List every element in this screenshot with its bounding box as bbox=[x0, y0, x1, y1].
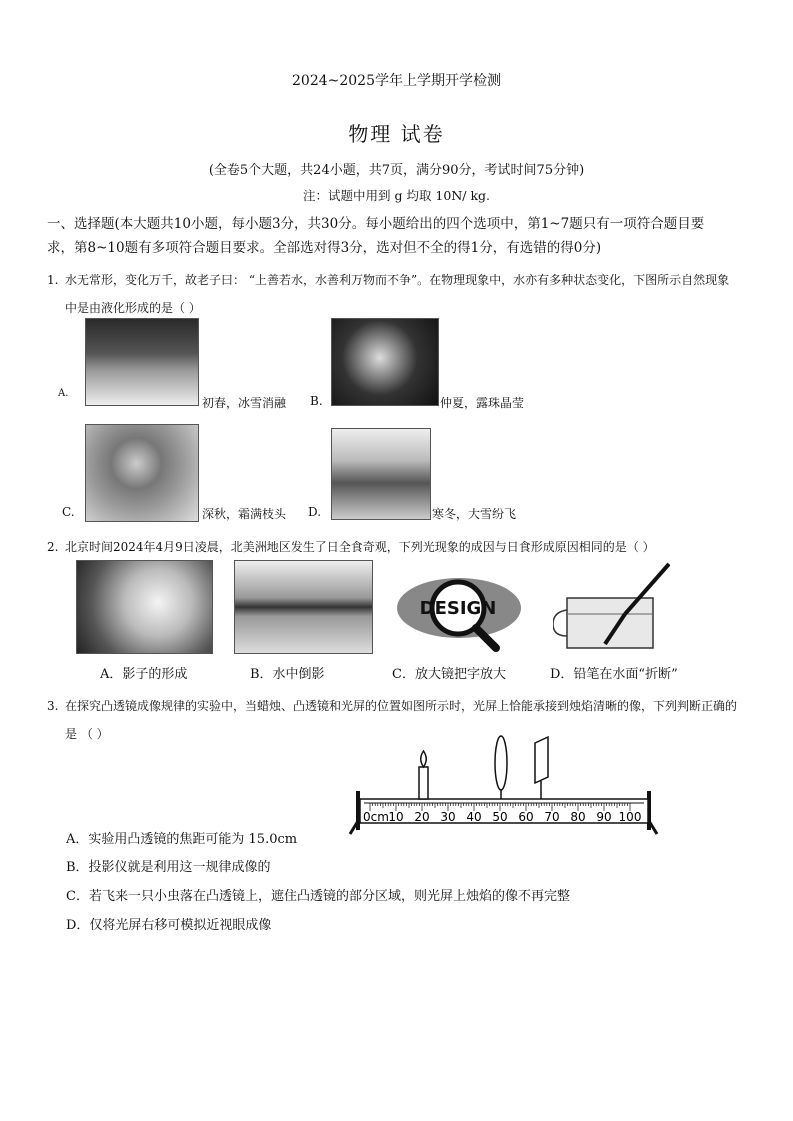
q3-option-d: D．仅将光屏右移可模拟近视眼成像 bbox=[66, 918, 272, 933]
question-1-number: 1. bbox=[47, 273, 59, 287]
magnifier-illustration bbox=[392, 570, 527, 652]
optical-bench-svg bbox=[348, 735, 668, 835]
q1-option-c-caption: 深秋，霜满枝头 bbox=[202, 507, 287, 521]
question-1 bbox=[47, 266, 757, 322]
q2-option-c-caption: C．放大镜把字放大 bbox=[392, 667, 506, 682]
section1-line2: 求，第8~10题有多项符合题目要求。全部选对得3分，选对但不全的得1分，有选错的得0分) bbox=[47, 240, 602, 256]
optical-bench-diagram bbox=[348, 735, 668, 835]
q1-image-c-frost bbox=[85, 424, 199, 522]
q2-image-d-pencil-in-water bbox=[553, 562, 670, 652]
q1-option-b-letter: B. bbox=[310, 394, 323, 408]
candle bbox=[419, 751, 428, 799]
q1-image-a-melting-snow bbox=[85, 318, 199, 406]
ruler-label: 10 bbox=[388, 810, 404, 824]
q2-image-b-reflection bbox=[234, 560, 373, 654]
question-3-stem-line1: 在探究凸透镜成像规律的实验中，当蜡烛、凸透镜和光屏的位置如图所示时，光屏上恰能承接到烛焰清晰的像，下列判断正确的 bbox=[65, 699, 738, 713]
q1-image-d-heavy-snow bbox=[331, 428, 431, 520]
glass-pencil-illustration bbox=[553, 562, 670, 652]
question-1-stem-line2: 中是由液化形成的是（ ） bbox=[65, 301, 201, 315]
ruler-label: 20 bbox=[414, 810, 430, 824]
question-2-number: 2. bbox=[47, 540, 59, 554]
q1-option-b-caption: 仲夏，露珠晶莹 bbox=[440, 396, 525, 410]
subject-title: 物理 试卷 bbox=[348, 122, 445, 146]
q2-image-a-shadow bbox=[76, 560, 213, 654]
ruler-label: 100 bbox=[618, 810, 642, 824]
ruler-label: 40 bbox=[466, 810, 482, 824]
q3-option-c: C．若飞来一只小虫落在凸透镜上，遮住凸透镜的部分区域，则光屏上烛焰的像不再完整 bbox=[66, 889, 570, 904]
q1-image-b-dew-drops bbox=[331, 318, 439, 406]
q3-option-a: A．实验用凸透镜的焦距可能为 15.0cm bbox=[66, 832, 298, 847]
ruler-label: 80 bbox=[570, 810, 586, 824]
ruler-label: 60 bbox=[518, 810, 534, 824]
question-2-stem-line1: 北京时间2024年4月9日凌晨，北美洲地区发生了日全食奇观，下列光现象的成因与日食形成原因相同的是（ ） bbox=[65, 540, 655, 554]
section1-line1: 一、选择题(本大题共10小题，每小题3分，共30分。每小题给出的四个选项中，第1~7题只有一项符合题目要 bbox=[47, 216, 705, 232]
question-2 bbox=[47, 533, 757, 561]
question-1-stem-line1: 水无常形，变化万千，故老子曰： “上善若水，水善利万物而不争”。在物理现象中，水亦有多种状态变化，下图所示自然现象 bbox=[65, 273, 730, 287]
q2-option-a-caption: A．影子的形成 bbox=[100, 667, 188, 682]
exam-note: 注：试题中用到 g 均取 10N/ kg. bbox=[303, 188, 490, 203]
q1-option-a-caption: 初春，冰雪消融 bbox=[202, 396, 287, 410]
q1-option-a-letter: A. bbox=[58, 388, 69, 399]
q2-option-b-caption: B．水中倒影 bbox=[250, 667, 325, 682]
q2-option-d-caption: D．铅笔在水面“折断” bbox=[550, 667, 678, 682]
q2-image-c-magnifier bbox=[392, 570, 527, 652]
ruler-label: 50 bbox=[492, 810, 508, 824]
ruler-label: 90 bbox=[596, 810, 612, 824]
q1-option-d-letter: D. bbox=[308, 505, 322, 519]
q1-option-d-caption: 寒冬，大雪纷飞 bbox=[432, 507, 517, 521]
magnifier-text: DESIGN bbox=[419, 598, 497, 619]
ruler-label: 0cm bbox=[363, 810, 389, 824]
q1-option-c-letter: C. bbox=[62, 505, 75, 519]
q3-option-b: B．投影仪就是利用这一规律成像的 bbox=[66, 860, 271, 875]
light-screen bbox=[535, 737, 548, 799]
section1-instructions bbox=[47, 212, 757, 260]
exam-info: (全卷5个大题，共24小题，共7页，满分90分，考试时间75分钟) bbox=[208, 163, 585, 178]
question-3-number: 3. bbox=[47, 699, 59, 713]
question-3-stem-line2: 是 （ ） bbox=[65, 727, 109, 741]
convex-lens bbox=[495, 736, 507, 799]
exam-title: 2024~2025学年上学期开学检测 bbox=[292, 73, 501, 89]
ruler-label: 70 bbox=[544, 810, 560, 824]
ruler-label: 30 bbox=[440, 810, 456, 824]
